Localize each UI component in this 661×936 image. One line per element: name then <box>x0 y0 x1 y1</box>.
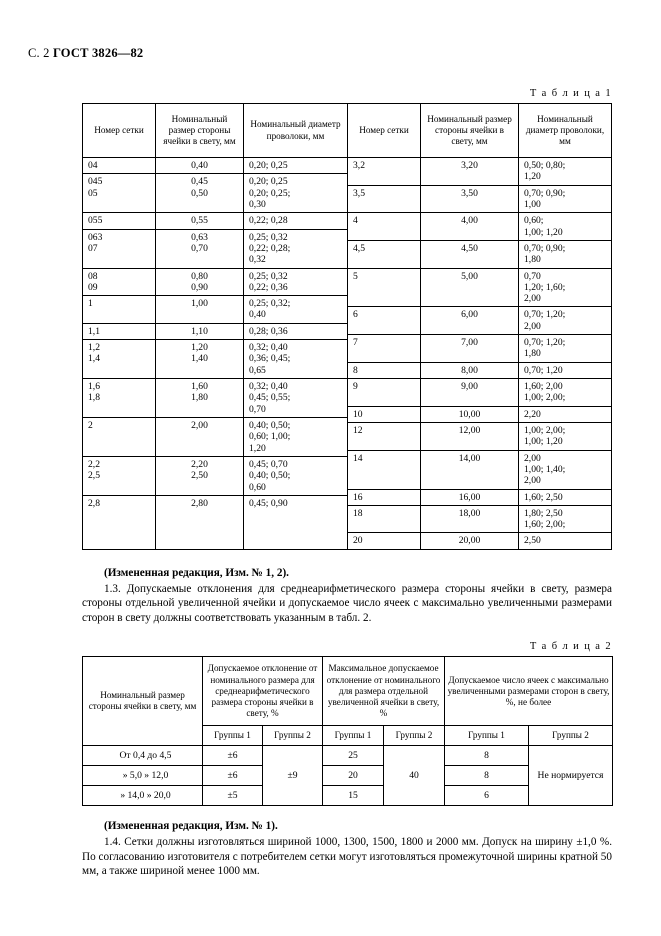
table1-cell: 12 <box>348 423 420 451</box>
table1-cell: 045 05 <box>83 174 155 213</box>
table1-cell: 16,00 <box>421 490 518 506</box>
table1-cell: 1,60; 2,00 1,00; 2,00; <box>519 379 611 407</box>
table2-cell-g1-max: 15 <box>323 786 384 806</box>
table1-cell: 2,00 1,00; 1,40; 2,00 <box>519 451 611 490</box>
table1-cell: 2,20 <box>519 407 611 423</box>
table1-header-size-right: Номинальный размер стороны ячейки в свету, мм <box>421 104 518 158</box>
table2-cell-g2-max: 40 <box>384 746 445 806</box>
table1-cell: 1,80; 2,50 1,60; 2,00; <box>519 506 611 534</box>
table2-cell-g1-count: 6 <box>445 786 529 806</box>
table1-cell: 6,00 <box>421 307 518 335</box>
table2-cell-g2-count: Не нормируется <box>529 746 613 806</box>
table1-cell: 8,00 <box>421 363 518 379</box>
table1-cell: 1,2 1,4 <box>83 340 155 379</box>
table1-cell: 0,70; 0,90; 1,00 <box>519 186 611 214</box>
table1-cell: 2,8 <box>88 497 100 509</box>
table1 <box>82 103 612 550</box>
table1-cell: 1,00 <box>156 296 243 324</box>
table1-cell: 0,40; 0,50; 0,60; 1,00; 1,20 <box>244 418 347 457</box>
table2-sub-g2c: Группы 2 <box>529 726 613 746</box>
table1-cell: 0,60; 1,00; 1,20 <box>519 213 611 241</box>
table1-cell: 9 <box>348 379 420 407</box>
table1-cell: 0,28; 0,36 <box>244 324 347 340</box>
table1-cell: 8 <box>348 363 420 379</box>
table1-cell: 2,20 2,50 <box>156 457 243 496</box>
table1-col-size-right <box>421 104 519 549</box>
table1-cell: 0,32; 0,40 0,36; 0,45; 0,65 <box>244 340 347 379</box>
page-number: С. 2 <box>28 46 50 60</box>
table1-cell: 10 <box>348 407 420 423</box>
table1-cell: 0,50; 0,80; 1,20 <box>519 158 611 186</box>
table1-col-dia-left <box>244 104 348 549</box>
table2-header-count: Допускаемое число ячеек с максимально увеличенными размерами сторон в свету, %, не более <box>445 657 613 726</box>
table1-cell: 0,45; 0,90 <box>249 497 288 509</box>
table1-cell: 04 <box>83 158 155 174</box>
revision-note-1: (Измененная редакция, Изм. № 1, 2). <box>104 566 289 579</box>
table1-cell: 1,10 <box>156 324 243 340</box>
table1-cell: 4,00 <box>421 213 518 241</box>
table1-cell: 0,22; 0,28 <box>244 213 347 229</box>
table1-cell: 0,40 <box>156 158 243 174</box>
table1-cell: 0,70; 1,20 <box>519 363 611 379</box>
table2-header-avg-dev: Допускаемое отклонение от номинального размера для среднеарифметического размера стороны ячейки в свету, % <box>203 657 323 726</box>
table1-cell: 20,00 <box>458 535 481 547</box>
document-content <box>82 0 612 878</box>
table2-header-max-dev: Максимальное допускаемое отклонение от номинального для размера отдельной увеличенной ячейки в свету, % <box>323 657 445 726</box>
table2-cell-range: » 14,0 » 20,0 <box>83 786 203 806</box>
table1-col-dia-right <box>519 104 611 549</box>
table2-caption: Т а б л и ц а 2 <box>529 641 612 653</box>
table2-cell-range: От 0,4 до 4,5 <box>83 746 203 766</box>
table1-cell: 055 <box>83 213 155 229</box>
table1-cell: 0,25; 0,32 0,22; 0,28; 0,32 <box>244 230 347 269</box>
table1-cell: 0,80 0,90 <box>156 269 243 297</box>
table1-cell: 1 <box>83 296 155 324</box>
table1-cell: 1,60; 2,50 <box>519 490 611 506</box>
table1-cell: 3,5 <box>348 186 420 214</box>
table1-cell: 2,50 <box>524 535 541 547</box>
table1-cell: 0,55 <box>156 213 243 229</box>
table1-col-number-left <box>83 104 156 549</box>
table1-cell: 0,32; 0,40 0,45; 0,55; 0,70 <box>244 379 347 418</box>
table1-cell: 10,00 <box>421 407 518 423</box>
table1-cell: 14 <box>348 451 420 490</box>
table1-cell: 4,5 <box>348 241 420 269</box>
table1-header-size-left: Номинальный размер стороны ячейки в свету, мм <box>156 104 243 158</box>
table2 <box>82 656 613 806</box>
table1-cell: 4,50 <box>421 241 518 269</box>
table1-cell: 1,20 1,40 <box>156 340 243 379</box>
table2-cell-g1-max: 25 <box>323 746 384 766</box>
table1-cell: 0,20; 0,25 0,20; 0,25; 0,30 <box>244 174 347 213</box>
table1-cell: 1,1 <box>83 324 155 340</box>
table1-cell: 2,00 <box>156 418 243 457</box>
table1-cell: 0,25; 0,32 0,22; 0,36 <box>244 269 347 297</box>
table1-cell: 08 09 <box>83 269 155 297</box>
table1-cell: 7,00 <box>421 335 518 363</box>
table1-cell: 14,00 <box>421 451 518 490</box>
table1-cell: 0,25; 0,32; 0,40 <box>244 296 347 324</box>
table1-cell: 3,50 <box>421 186 518 214</box>
clause-1-3: 1.3. Допускаемые отклонения для среднеарифметического размера стороны ячейки в свету, размера стороны отдельной увеличенной ячейки и допускаемое число ячеек с максимально увеличенными размерами сторон в свету должны соответствовать указанным в табл. 2. <box>82 583 612 624</box>
table1-cell: 1,00; 2,00; 1,00; 1,20 <box>519 423 611 451</box>
table2-cell-range: » 5,0 » 12,0 <box>83 766 203 786</box>
table1-cell: 20 <box>353 535 363 547</box>
table1-cell: 0,20; 0,25 <box>244 158 347 174</box>
table1-cell: 0,70; 1,20; 2,00 <box>519 307 611 335</box>
table2-sub-g1b: Группы 1 <box>323 726 384 746</box>
table1-header-dia-left: Номинальный диаметр проволоки, мм <box>244 104 347 158</box>
revision-note-2: (Измененная редакция, Изм. № 1). <box>104 820 278 833</box>
table1-header-number-right: Номер сетки <box>348 104 420 158</box>
table1-header-number-left: Номер сетки <box>83 104 155 158</box>
table1-cell: 063 07 <box>83 230 155 269</box>
table1-header-dia-right: Номинальный диаметр проволоки, мм <box>519 104 611 158</box>
table2-cell-g2-dev: ±9 <box>263 746 323 806</box>
clause-1-4: 1.4. Сетки должны изготовляться шириной 1000, 1300, 1500, 1800 и 2000 мм. Допуск на ширину ±1,0 %. По согласованию изготовителя с потребителем сетки могут изготовляться промежуточной ширины кратной 50 мм, а также шириной менее 1000 мм. <box>82 836 612 878</box>
table1-caption: Т а б л и ц а 1 <box>529 88 612 99</box>
table1-cell: 2,80 <box>191 497 208 509</box>
table1-cell: 0,70 1,20; 1,60; 2,00 <box>519 269 611 308</box>
table2-header-nominal: Номинальный размер стороны ячейки в свету, мм <box>83 657 203 746</box>
table1-cell: 1,6 1,8 <box>83 379 155 418</box>
table1-cell: 16 <box>348 490 420 506</box>
table2-sub-g1c: Группы 1 <box>445 726 529 746</box>
table2-cell-g1-count: 8 <box>445 766 529 786</box>
table1-cell: 12,00 <box>421 423 518 451</box>
table2-cell-g1-dev: ±6 <box>203 766 263 786</box>
table1-cell: 0,63 0,70 <box>156 230 243 269</box>
table1-cell: 2 <box>83 418 155 457</box>
table1-col-number-right <box>348 104 421 549</box>
table2-cell-g1-dev: ±5 <box>203 786 263 806</box>
table1-cell: 9,00 <box>421 379 518 407</box>
table2-cell-g1-dev: ±6 <box>203 746 263 766</box>
table2-sub-g1a: Группы 1 <box>203 726 263 746</box>
table-row <box>83 746 613 766</box>
table1-cell: 18 <box>348 506 420 534</box>
table1-cell: 4 <box>348 213 420 241</box>
table2-sub-g2a: Группы 2 <box>263 726 323 746</box>
table1-cell: 5,00 <box>421 269 518 308</box>
table1-cell: 6 <box>348 307 420 335</box>
table1-col-size-left <box>156 104 244 549</box>
table1-cell: 0,70; 0,90; 1,80 <box>519 241 611 269</box>
table1-cell: 2,2 2,5 <box>83 457 155 496</box>
table1-cell: 3,2 <box>348 158 420 186</box>
table2-cell-g1-count: 8 <box>445 746 529 766</box>
table1-cell: 0,45 0,50 <box>156 174 243 213</box>
table1-cell: 0,70; 1,20; 1,80 <box>519 335 611 363</box>
table1-cell: 7 <box>348 335 420 363</box>
table1-cell: 0,45; 0,70 0,40; 0,50; 0,60 <box>244 457 347 496</box>
table1-cell: 5 <box>348 269 420 308</box>
table2-sub-g2b: Группы 2 <box>384 726 445 746</box>
standard-number: ГОСТ 3826—82 <box>52 46 144 60</box>
table1-cell: 1,60 1,80 <box>156 379 243 418</box>
table1-cell: 3,20 <box>421 158 518 186</box>
table1-cell: 18,00 <box>421 506 518 534</box>
table2-cell-g1-max: 20 <box>323 766 384 786</box>
table2-header-row <box>83 657 613 726</box>
